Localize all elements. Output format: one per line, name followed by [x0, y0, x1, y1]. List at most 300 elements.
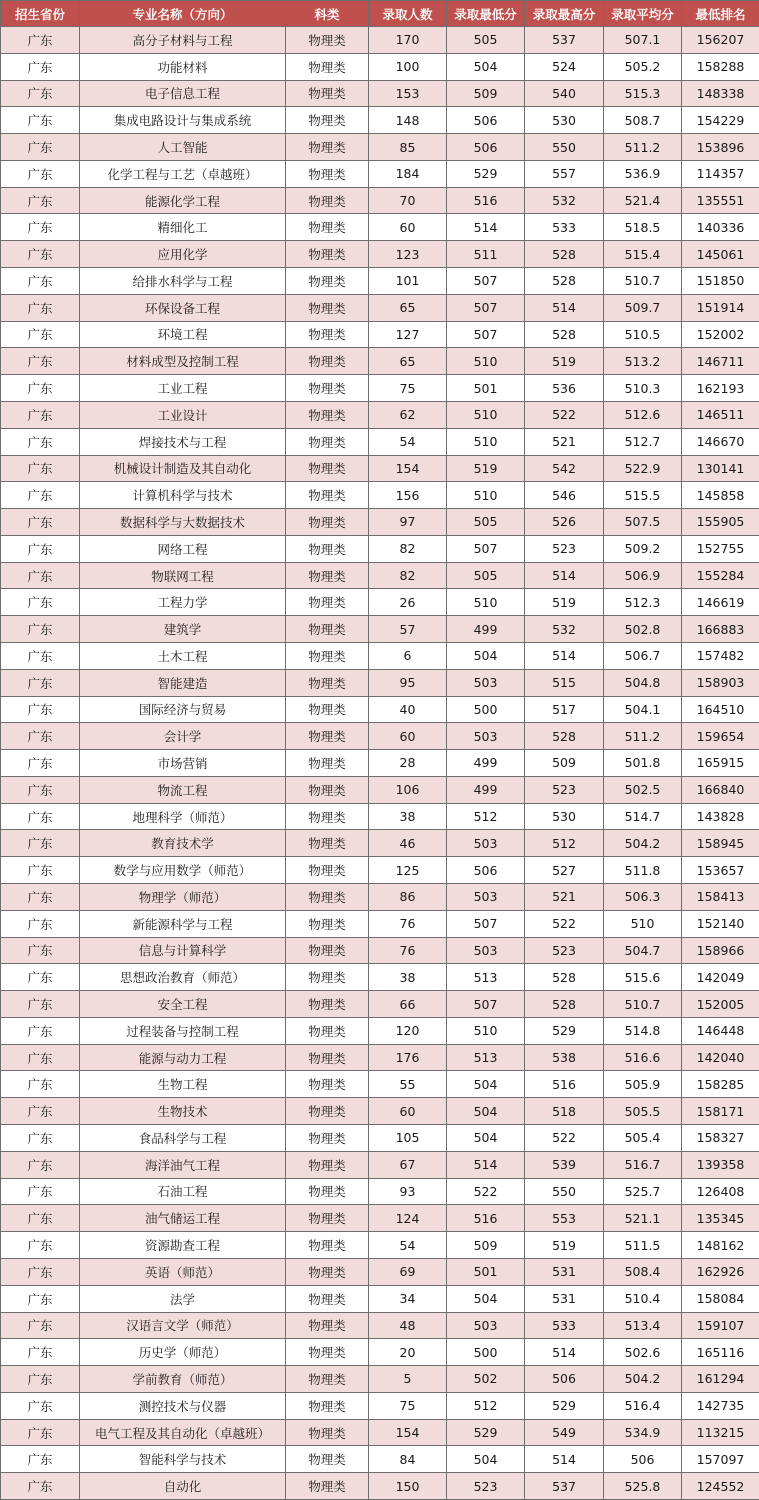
province-cell: 广东	[1, 535, 80, 562]
province-cell: 广东	[1, 910, 80, 937]
min-score-cell: 503	[447, 830, 525, 857]
category-cell: 物理类	[286, 1419, 369, 1446]
province-cell: 广东	[1, 1339, 80, 1366]
major-cell: 机械设计制造及其自动化	[80, 455, 286, 482]
max-score-cell: 514	[525, 642, 604, 669]
admitted-count-cell: 34	[369, 1285, 447, 1312]
admitted-count-cell: 48	[369, 1312, 447, 1339]
table-row	[1, 107, 759, 134]
admitted-count-cell: 93	[369, 1178, 447, 1205]
table-row	[1, 750, 759, 777]
avg-score-cell: 514.8	[604, 1017, 682, 1044]
max-score-cell: 549	[525, 1419, 604, 1446]
min-rank-cell: 158288	[682, 53, 759, 80]
max-score-cell: 521	[525, 428, 604, 455]
admitted-count-cell: 54	[369, 1232, 447, 1259]
category-cell: 物理类	[286, 80, 369, 107]
table-row	[1, 375, 759, 402]
min-rank-cell: 162193	[682, 375, 759, 402]
avg-score-cell: 525.8	[604, 1473, 682, 1500]
province-cell: 广东	[1, 107, 80, 134]
avg-score-cell: 502.8	[604, 616, 682, 643]
admitted-count-cell: 127	[369, 321, 447, 348]
max-score-cell: 532	[525, 616, 604, 643]
min-score-cell: 503	[447, 669, 525, 696]
table-row	[1, 776, 759, 803]
avg-score-cell: 506.7	[604, 642, 682, 669]
province-cell: 广东	[1, 160, 80, 187]
max-score-cell: 519	[525, 1232, 604, 1259]
admitted-count-cell: 54	[369, 428, 447, 455]
table-row	[1, 1446, 759, 1473]
major-cell: 石油工程	[80, 1178, 286, 1205]
avg-score-cell: 510	[604, 910, 682, 937]
min-score-cell: 516	[447, 1205, 525, 1232]
max-score-cell: 537	[525, 27, 604, 54]
min-rank-cell: 145858	[682, 482, 759, 509]
min-rank-cell: 152755	[682, 535, 759, 562]
major-cell: 市场营销	[80, 750, 286, 777]
avg-score-cell: 504.1	[604, 696, 682, 723]
admitted-count-cell: 148	[369, 107, 447, 134]
min-score-cell: 506	[447, 134, 525, 161]
table-row	[1, 964, 759, 991]
min-rank-cell: 155284	[682, 562, 759, 589]
table-row	[1, 509, 759, 536]
table-row	[1, 1419, 759, 1446]
category-cell: 物理类	[286, 107, 369, 134]
min-rank-cell: 145061	[682, 241, 759, 268]
min-score-cell: 514	[447, 1151, 525, 1178]
admitted-count-cell: 124	[369, 1205, 447, 1232]
province-cell: 广东	[1, 1258, 80, 1285]
table-row	[1, 1232, 759, 1259]
min-score-cell: 501	[447, 375, 525, 402]
avg-score-cell: 509.7	[604, 294, 682, 321]
avg-score-cell: 512.7	[604, 428, 682, 455]
major-cell: 地理科学（师范）	[80, 803, 286, 830]
min-score-cell: 510	[447, 1017, 525, 1044]
admitted-count-cell: 97	[369, 509, 447, 536]
avg-score-cell: 515.6	[604, 964, 682, 991]
min-rank-cell: 142040	[682, 1044, 759, 1071]
min-rank-cell: 130141	[682, 455, 759, 482]
min-score-cell: 503	[447, 1312, 525, 1339]
province-cell: 广东	[1, 857, 80, 884]
major-cell: 建筑学	[80, 616, 286, 643]
category-cell: 物理类	[286, 1285, 369, 1312]
category-cell: 物理类	[286, 937, 369, 964]
province-cell: 广东	[1, 509, 80, 536]
max-score-cell: 522	[525, 401, 604, 428]
min-score-cell: 504	[447, 1098, 525, 1125]
major-cell: 历史学（师范）	[80, 1339, 286, 1366]
admitted-count-cell: 120	[369, 1017, 447, 1044]
province-cell: 广东	[1, 53, 80, 80]
min-score-cell: 501	[447, 1258, 525, 1285]
min-score-cell: 504	[447, 53, 525, 80]
category-cell: 物理类	[286, 884, 369, 911]
max-score-cell: 519	[525, 589, 604, 616]
category-cell: 物理类	[286, 241, 369, 268]
major-cell: 汉语言文学（师范）	[80, 1312, 286, 1339]
min-rank-cell: 158285	[682, 1071, 759, 1098]
avg-score-cell: 514.7	[604, 803, 682, 830]
province-cell: 广东	[1, 589, 80, 616]
min-rank-cell: 154229	[682, 107, 759, 134]
major-cell: 思想政治教育（师范）	[80, 964, 286, 991]
table-row	[1, 268, 759, 295]
avg-score-cell: 513.4	[604, 1312, 682, 1339]
avg-score-cell: 506.3	[604, 884, 682, 911]
admitted-count-cell: 5	[369, 1366, 447, 1393]
avg-score-cell: 516.4	[604, 1392, 682, 1419]
category-cell: 物理类	[286, 1071, 369, 1098]
avg-score-cell: 502.5	[604, 776, 682, 803]
min-score-cell: 513	[447, 1044, 525, 1071]
category-cell: 物理类	[286, 1125, 369, 1152]
major-cell: 材料成型及控制工程	[80, 348, 286, 375]
admitted-count-cell: 75	[369, 1392, 447, 1419]
min-score-cell: 507	[447, 535, 525, 562]
avg-score-cell: 504.7	[604, 937, 682, 964]
category-cell: 物理类	[286, 214, 369, 241]
category-cell: 物理类	[286, 348, 369, 375]
table-row	[1, 241, 759, 268]
avg-score-cell: 510.7	[604, 991, 682, 1018]
max-score-cell: 530	[525, 107, 604, 134]
major-cell: 信息与计算科学	[80, 937, 286, 964]
max-score-cell: 528	[525, 321, 604, 348]
major-cell: 能源化学工程	[80, 187, 286, 214]
min-rank-cell: 162926	[682, 1258, 759, 1285]
table-row	[1, 428, 759, 455]
category-cell: 物理类	[286, 910, 369, 937]
table-row	[1, 589, 759, 616]
min-score-cell: 510	[447, 482, 525, 509]
column-header-max-score: 录取最高分	[525, 1, 604, 27]
table-row	[1, 1017, 759, 1044]
category-cell: 物理类	[286, 1392, 369, 1419]
admitted-count-cell: 65	[369, 348, 447, 375]
admitted-count-cell: 82	[369, 535, 447, 562]
table-row	[1, 1098, 759, 1125]
max-score-cell: 516	[525, 1071, 604, 1098]
table-row	[1, 1258, 759, 1285]
max-score-cell: 550	[525, 134, 604, 161]
min-score-cell: 509	[447, 80, 525, 107]
column-header-major: 专业名称（方向）	[80, 1, 286, 27]
max-score-cell: 522	[525, 1125, 604, 1152]
max-score-cell: 518	[525, 1098, 604, 1125]
max-score-cell: 557	[525, 160, 604, 187]
major-cell: 会计学	[80, 723, 286, 750]
category-cell: 物理类	[286, 187, 369, 214]
category-cell: 物理类	[286, 1044, 369, 1071]
province-cell: 广东	[1, 1366, 80, 1393]
province-cell: 广东	[1, 991, 80, 1018]
major-cell: 物理学（师范）	[80, 884, 286, 911]
max-score-cell: 523	[525, 776, 604, 803]
avg-score-cell: 505.4	[604, 1125, 682, 1152]
category-cell: 物理类	[286, 1205, 369, 1232]
max-score-cell: 533	[525, 214, 604, 241]
column-header-min-score: 录取最低分	[447, 1, 525, 27]
table-row	[1, 187, 759, 214]
table-row	[1, 27, 759, 54]
max-score-cell: 532	[525, 187, 604, 214]
min-score-cell: 500	[447, 1339, 525, 1366]
min-rank-cell: 158327	[682, 1125, 759, 1152]
admitted-count-cell: 84	[369, 1446, 447, 1473]
major-cell: 电子信息工程	[80, 80, 286, 107]
max-score-cell: 528	[525, 723, 604, 750]
min-rank-cell: 152005	[682, 991, 759, 1018]
table-row	[1, 696, 759, 723]
min-rank-cell: 158903	[682, 669, 759, 696]
avg-score-cell: 504.2	[604, 830, 682, 857]
min-rank-cell: 158945	[682, 830, 759, 857]
category-cell: 物理类	[286, 428, 369, 455]
table-row	[1, 1044, 759, 1071]
table-body	[1, 27, 759, 1500]
min-rank-cell: 161294	[682, 1366, 759, 1393]
table-row	[1, 910, 759, 937]
max-score-cell: 537	[525, 1473, 604, 1500]
min-score-cell: 510	[447, 589, 525, 616]
min-score-cell: 499	[447, 616, 525, 643]
min-score-cell: 510	[447, 348, 525, 375]
min-score-cell: 512	[447, 1392, 525, 1419]
avg-score-cell: 506	[604, 1446, 682, 1473]
avg-score-cell: 511.8	[604, 857, 682, 884]
min-score-cell: 514	[447, 214, 525, 241]
admitted-count-cell: 26	[369, 589, 447, 616]
min-score-cell: 507	[447, 321, 525, 348]
table-row	[1, 1205, 759, 1232]
admitted-count-cell: 156	[369, 482, 447, 509]
min-rank-cell: 113215	[682, 1419, 759, 1446]
min-rank-cell: 165915	[682, 750, 759, 777]
admitted-count-cell: 55	[369, 1071, 447, 1098]
min-rank-cell: 139358	[682, 1151, 759, 1178]
category-cell: 物理类	[286, 53, 369, 80]
max-score-cell: 512	[525, 830, 604, 857]
major-cell: 功能材料	[80, 53, 286, 80]
min-rank-cell: 159107	[682, 1312, 759, 1339]
major-cell: 工业工程	[80, 375, 286, 402]
min-rank-cell: 142049	[682, 964, 759, 991]
category-cell: 物理类	[286, 642, 369, 669]
table-row	[1, 884, 759, 911]
max-score-cell: 522	[525, 910, 604, 937]
admitted-count-cell: 20	[369, 1339, 447, 1366]
category-cell: 物理类	[286, 991, 369, 1018]
min-score-cell: 505	[447, 27, 525, 54]
major-cell: 物联网工程	[80, 562, 286, 589]
column-header-min-rank: 最低排名	[682, 1, 759, 27]
min-score-cell: 529	[447, 1419, 525, 1446]
max-score-cell: 536	[525, 375, 604, 402]
major-cell: 给排水科学与工程	[80, 268, 286, 295]
category-cell: 物理类	[286, 1339, 369, 1366]
category-cell: 物理类	[286, 1366, 369, 1393]
avg-score-cell: 506.9	[604, 562, 682, 589]
avg-score-cell: 510.7	[604, 268, 682, 295]
avg-score-cell: 516.6	[604, 1044, 682, 1071]
admitted-count-cell: 60	[369, 214, 447, 241]
category-cell: 物理类	[286, 294, 369, 321]
admitted-count-cell: 62	[369, 401, 447, 428]
max-score-cell: 531	[525, 1285, 604, 1312]
min-rank-cell: 158413	[682, 884, 759, 911]
major-cell: 新能源科学与工程	[80, 910, 286, 937]
table-row	[1, 803, 759, 830]
admitted-count-cell: 150	[369, 1473, 447, 1500]
avg-score-cell: 510.5	[604, 321, 682, 348]
min-rank-cell: 166840	[682, 776, 759, 803]
table-row	[1, 482, 759, 509]
avg-score-cell: 505.9	[604, 1071, 682, 1098]
table-row	[1, 160, 759, 187]
admitted-count-cell: 153	[369, 80, 447, 107]
max-score-cell: 521	[525, 884, 604, 911]
major-cell: 自动化	[80, 1473, 286, 1500]
admitted-count-cell: 6	[369, 642, 447, 669]
min-rank-cell: 166883	[682, 616, 759, 643]
province-cell: 广东	[1, 241, 80, 268]
province-cell: 广东	[1, 750, 80, 777]
table-row	[1, 1473, 759, 1500]
admitted-count-cell: 86	[369, 884, 447, 911]
max-score-cell: 553	[525, 1205, 604, 1232]
province-cell: 广东	[1, 1419, 80, 1446]
major-cell: 环保设备工程	[80, 294, 286, 321]
province-cell: 广东	[1, 723, 80, 750]
major-cell: 智能建造	[80, 669, 286, 696]
min-score-cell: 507	[447, 910, 525, 937]
min-rank-cell: 156207	[682, 27, 759, 54]
max-score-cell: 523	[525, 535, 604, 562]
province-cell: 广东	[1, 214, 80, 241]
category-cell: 物理类	[286, 1017, 369, 1044]
min-rank-cell: 158966	[682, 937, 759, 964]
min-score-cell: 506	[447, 107, 525, 134]
category-cell: 物理类	[286, 750, 369, 777]
min-rank-cell: 153896	[682, 134, 759, 161]
min-score-cell: 529	[447, 160, 525, 187]
table-row	[1, 991, 759, 1018]
province-cell: 广东	[1, 482, 80, 509]
avg-score-cell: 518.5	[604, 214, 682, 241]
category-cell: 物理类	[286, 509, 369, 536]
max-score-cell: 527	[525, 857, 604, 884]
min-rank-cell: 135345	[682, 1205, 759, 1232]
table-row	[1, 401, 759, 428]
table-row	[1, 1125, 759, 1152]
min-rank-cell: 135551	[682, 187, 759, 214]
avg-score-cell: 536.9	[604, 160, 682, 187]
major-cell: 国际经济与贸易	[80, 696, 286, 723]
major-cell: 电气工程及其自动化（卓越班）	[80, 1419, 286, 1446]
table-row	[1, 562, 759, 589]
major-cell: 油气储运工程	[80, 1205, 286, 1232]
min-score-cell: 504	[447, 1125, 525, 1152]
avg-score-cell: 504.8	[604, 669, 682, 696]
province-cell: 广东	[1, 321, 80, 348]
category-cell: 物理类	[286, 1151, 369, 1178]
avg-score-cell: 511.2	[604, 134, 682, 161]
province-cell: 广东	[1, 294, 80, 321]
admitted-count-cell: 40	[369, 696, 447, 723]
category-cell: 物理类	[286, 27, 369, 54]
max-score-cell: 509	[525, 750, 604, 777]
max-score-cell: 528	[525, 991, 604, 1018]
major-cell: 资源勘查工程	[80, 1232, 286, 1259]
table-row	[1, 455, 759, 482]
min-score-cell: 503	[447, 884, 525, 911]
table-row	[1, 1392, 759, 1419]
min-score-cell: 503	[447, 723, 525, 750]
admitted-count-cell: 176	[369, 1044, 447, 1071]
avg-score-cell: 515.3	[604, 80, 682, 107]
province-cell: 广东	[1, 803, 80, 830]
min-score-cell: 512	[447, 803, 525, 830]
major-cell: 数据科学与大数据技术	[80, 509, 286, 536]
admitted-count-cell: 75	[369, 375, 447, 402]
table-row	[1, 857, 759, 884]
avg-score-cell: 513.2	[604, 348, 682, 375]
major-cell: 过程装备与控制工程	[80, 1017, 286, 1044]
min-score-cell: 516	[447, 187, 525, 214]
category-cell: 物理类	[286, 134, 369, 161]
admitted-count-cell: 100	[369, 53, 447, 80]
table-row	[1, 723, 759, 750]
avg-score-cell: 509.2	[604, 535, 682, 562]
major-cell: 能源与动力工程	[80, 1044, 286, 1071]
category-cell: 物理类	[286, 616, 369, 643]
province-cell: 广东	[1, 1285, 80, 1312]
category-cell: 物理类	[286, 589, 369, 616]
table-row	[1, 642, 759, 669]
min-score-cell: 522	[447, 1178, 525, 1205]
province-cell: 广东	[1, 1473, 80, 1500]
min-rank-cell: 151850	[682, 268, 759, 295]
category-cell: 物理类	[286, 803, 369, 830]
min-rank-cell: 146711	[682, 348, 759, 375]
min-rank-cell: 124552	[682, 1473, 759, 1500]
major-cell: 生物工程	[80, 1071, 286, 1098]
admitted-count-cell: 105	[369, 1125, 447, 1152]
major-cell: 学前教育（师范）	[80, 1366, 286, 1393]
min-score-cell: 510	[447, 401, 525, 428]
province-cell: 广东	[1, 27, 80, 54]
admitted-count-cell: 57	[369, 616, 447, 643]
province-cell: 广东	[1, 1151, 80, 1178]
max-score-cell: 550	[525, 1178, 604, 1205]
table-row	[1, 830, 759, 857]
admitted-count-cell: 76	[369, 910, 447, 937]
table-row	[1, 294, 759, 321]
province-cell: 广东	[1, 669, 80, 696]
avg-score-cell: 510.3	[604, 375, 682, 402]
province-cell: 广东	[1, 187, 80, 214]
max-score-cell: 539	[525, 1151, 604, 1178]
table-row	[1, 80, 759, 107]
province-cell: 广东	[1, 1098, 80, 1125]
province-cell: 广东	[1, 937, 80, 964]
category-cell: 物理类	[286, 562, 369, 589]
